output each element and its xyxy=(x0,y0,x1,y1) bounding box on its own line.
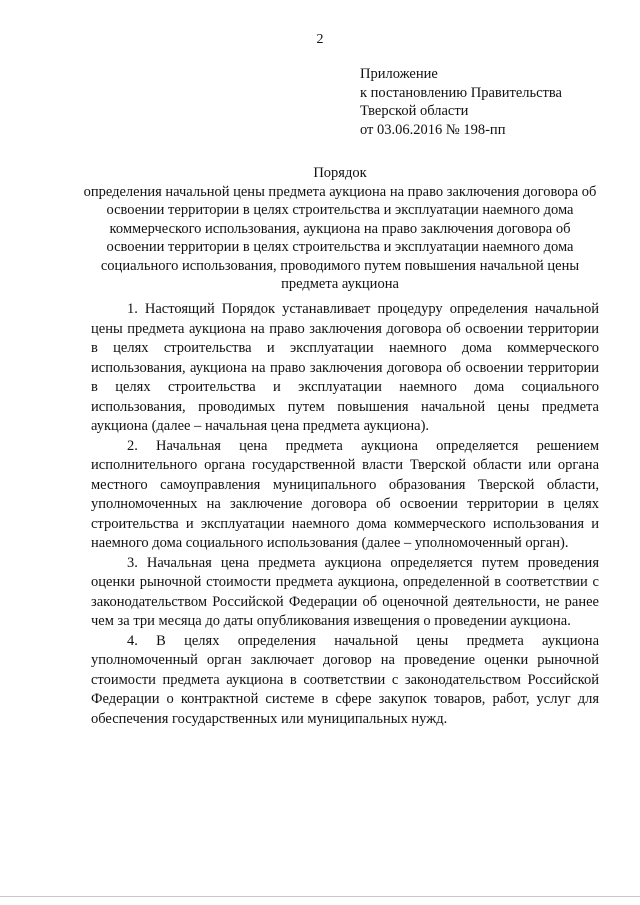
document-subtitle: определения начальной цены предмета аукциона на право заключения договора об освоении территории в целях строительства и эксплуатации наемного дома коммерческого использования, аукциона на право заключения договора об освоении территории в целях строительства и эксплуатации наемного дома социального использования, проводимого путем повышения начальной цены предмета аукциона xyxy=(83,183,597,292)
document-title-block xyxy=(80,164,600,294)
appendix-line-2: к постановлению Правительства xyxy=(360,84,562,101)
paragraph-1: 1. Настоящий Порядок устанавливает процедуру определения начальной цены предмета аукциона на право заключения договора об освоении территории в целях строительства и эксплуатации наемного дома коммерческого использования, аукциона на право заключения договора об освоении территории в целях строительства и эксплуатации наемного дома социального использования, проводимых путем повышения начальной цены предмета аукциона (далее – начальная цена предмета аукциона). xyxy=(91,301,599,434)
appendix-line-4: от 03.06.2016 № 198-пп xyxy=(360,121,506,138)
paragraph-2: 2. Начальная цена предмета аукциона определяется решением исполнительного органа государственной власти Тверской области или органа местного самоуправления муниципального образования Тверской области, уполномоченных на заключение договора об освоении территории в целях строительства и эксплуатации наемного дома коммерческого использования и наемного дома социального использования (далее – уполномоченный орган). xyxy=(91,437,599,551)
document-heading: Порядок xyxy=(313,165,367,181)
appendix-block xyxy=(360,65,562,139)
appendix-line-1: Приложение xyxy=(360,66,438,82)
paragraph-4: 4. В целях определения начальной цены предмета аукциона уполномоченный орган заключает договор на проведение оценки рыночной стоимости предмета аукциона в соответствии с законодательством Российской Федерации о контрактной системе в сфере закупок товаров, работ, услуг для обеспечения государственных или муниципальных нужд. xyxy=(91,632,599,727)
page-bottom-rule xyxy=(0,896,640,897)
paragraph-3: 3. Начальная цена предмета аукциона определяется путем проведения оценки рыночной стоимости предмета аукциона, определенной в соответствии с законодательством Российской Федерации об оценочной деятельности, не ранее чем за три месяца до даты опубликования извещения о проведении аукциона. xyxy=(91,554,599,629)
document-body xyxy=(91,300,599,729)
appendix-line-3: Тверской области xyxy=(360,103,469,119)
page-number: 2 xyxy=(316,32,324,47)
